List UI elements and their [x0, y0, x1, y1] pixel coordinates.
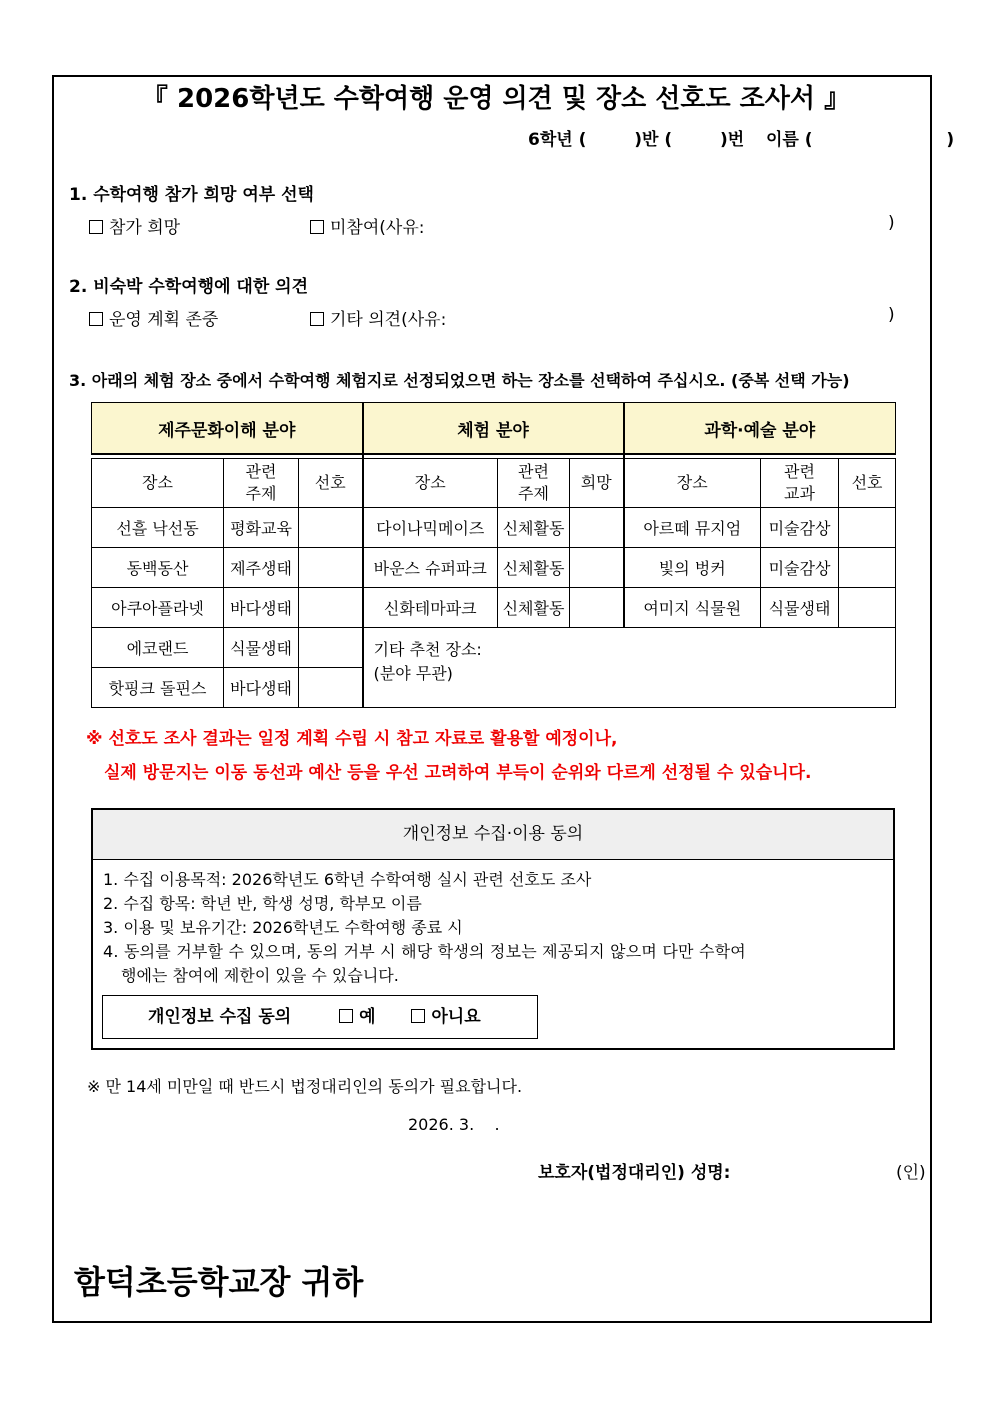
preference-cell[interactable]: [839, 588, 896, 628]
checkbox-icon[interactable]: [310, 220, 324, 234]
q2-reason-close: ): [888, 305, 895, 325]
date-line: 2026. 3. .: [408, 1115, 500, 1134]
topic-cell: 미술감상: [761, 548, 839, 588]
section-science: 과학·예술 분야: [624, 403, 896, 455]
preference-table: [91, 402, 896, 708]
place-cell: 아쿠아플라넷: [92, 588, 224, 628]
checkbox-icon[interactable]: [89, 312, 103, 326]
name-close: ): [946, 130, 955, 150]
q2-option-respect-label: 운영 계획 존중: [109, 310, 219, 330]
col-header: 선호: [299, 459, 363, 508]
consent-item: 2. 수집 항목: 학년 반, 학생 성명, 학부모 이름: [103, 894, 422, 913]
preference-cell[interactable]: [299, 588, 363, 628]
topic-cell: 바다생태: [224, 588, 299, 628]
col-header: 선호: [839, 459, 896, 508]
consent-item: 1. 수집 이용목적: 2026학년도 6학년 수학여행 실시 관련 선호도 조사: [103, 870, 592, 889]
place-cell: 빛의 벙커: [624, 548, 761, 588]
place-cell: 동백동산: [92, 548, 224, 588]
preference-cell[interactable]: [570, 548, 624, 588]
q2-option-respect[interactable]: [89, 305, 218, 330]
place-cell: 선흘 낙선동: [92, 508, 224, 548]
red-note-line2: 실제 방문지는 이동 동선과 예산 등을 우선 고려하여 부득이 순위와 다르게 선정될 수 있습니다.: [104, 763, 812, 783]
topic-cell: 제주생태: [224, 548, 299, 588]
section-experience: 체험 분야: [363, 403, 624, 455]
red-note-line1: ※ 선호도 조사 결과는 일정 계획 수립 시 참고 자료로 활용할 예정이나,: [86, 729, 618, 749]
other-recommendation-note: (분야 무관): [373, 664, 453, 683]
form-title: 『 2026학년도 수학여행 운영 의견 및 장소 선호도 조사서 』: [141, 84, 851, 114]
q2-option-other[interactable]: [310, 305, 446, 330]
q1-option-decline[interactable]: [310, 213, 424, 238]
topic-cell: 미술감상: [761, 508, 839, 548]
table-row: [92, 628, 896, 668]
consent-heading: 개인정보 수집·이용 동의: [93, 810, 893, 860]
checkbox-icon[interactable]: [411, 1009, 425, 1023]
col-header: 장소: [624, 459, 761, 508]
preference-cell[interactable]: [299, 508, 363, 548]
addressee: 함덕초등학교장 귀하: [74, 1263, 364, 1301]
preference-cell[interactable]: [299, 628, 363, 668]
col-header: 장소: [92, 459, 224, 508]
checkbox-icon[interactable]: [310, 312, 324, 326]
consent-item: 3. 이용 및 보유기간: 2026학년도 수학여행 종료 시: [103, 918, 463, 937]
checkbox-icon[interactable]: [339, 1009, 353, 1023]
privacy-consent-box: [91, 808, 895, 1050]
section-culture: 제주문화이해 분야: [92, 403, 363, 455]
place-cell: 에코랜드: [92, 628, 224, 668]
topic-cell: 식물생태: [761, 588, 839, 628]
topic-cell: 신체활동: [498, 548, 570, 588]
number-label: )번: [719, 130, 745, 150]
table-row: [92, 508, 896, 548]
student-info-line: [528, 125, 954, 150]
topic-cell: 식물생태: [224, 628, 299, 668]
col-header: 관련 주제: [498, 459, 570, 508]
preference-cell[interactable]: [299, 668, 363, 708]
preference-cell[interactable]: [839, 508, 896, 548]
name-label: 이름 (: [766, 130, 813, 150]
consent-agreement: [102, 995, 538, 1039]
topic-cell: 신체활동: [498, 588, 570, 628]
table-row: [92, 588, 896, 628]
grade-label: 6학년 (: [528, 130, 587, 150]
age-note: ※ 만 14세 미만일 때 반드시 법정대리인의 동의가 필요합니다.: [87, 1077, 523, 1096]
consent-yes-label: 예: [359, 1007, 376, 1027]
guardian-label: 보호자(법정대리인) 성명:: [538, 1163, 731, 1183]
col-header: 장소: [363, 459, 498, 508]
place-cell: 다이나믹메이즈: [363, 508, 498, 548]
consent-item: 4. 동의를 거부할 수 있으며, 동의 거부 시 해당 학생의 정보는 제공되지 않으며 다만 수학여: [103, 942, 746, 961]
q1-option-join-label: 참가 희망: [109, 218, 181, 238]
q1-option-decline-label: 미참여(사유:: [330, 218, 425, 238]
col-header: 관련 주제: [224, 459, 299, 508]
topic-cell: 신체활동: [498, 508, 570, 548]
topic-cell: 평화교육: [224, 508, 299, 548]
q2-option-other-label: 기타 의견(사유:: [330, 310, 447, 330]
preference-cell[interactable]: [839, 548, 896, 588]
other-recommendation-cell[interactable]: [363, 628, 896, 708]
place-cell: 신화테마파크: [363, 588, 498, 628]
consent-no-label: 아니요: [431, 1007, 481, 1027]
place-cell: 핫핑크 돌핀스: [92, 668, 224, 708]
preference-cell[interactable]: [299, 548, 363, 588]
preference-cell[interactable]: [570, 508, 624, 548]
preference-cell[interactable]: [570, 588, 624, 628]
q2-label: 2. 비숙박 수학여행에 대한 의견: [69, 277, 309, 297]
place-cell: 아르떼 뮤지엄: [624, 508, 761, 548]
consent-no-option[interactable]: [411, 1007, 480, 1027]
place-cell: 바운스 슈퍼파크: [363, 548, 498, 588]
topic-cell: 바다생태: [224, 668, 299, 708]
consent-agree-label: 개인정보 수집 동의: [148, 1007, 292, 1027]
col-header: 희망: [570, 459, 624, 508]
place-cell: 여미지 식물원: [624, 588, 761, 628]
checkbox-icon[interactable]: [89, 220, 103, 234]
q3-label: 3. 아래의 체험 장소 중에서 수학여행 체험지로 선정되었으면 하는 장소를 선택하여 주십시오. (중복 선택 가능): [69, 371, 850, 390]
class-label: )반 (: [634, 130, 673, 150]
q1-label: 1. 수학여행 참가 희망 여부 선택: [69, 185, 314, 205]
table-row: [92, 548, 896, 588]
col-header: 관련 교과: [761, 459, 839, 508]
guardian-seal: (인): [896, 1163, 926, 1183]
other-recommendation-label: 기타 추천 장소:: [373, 640, 482, 659]
q1-reason-close: ): [888, 213, 895, 233]
consent-item: 행에는 참여에 제한이 있을 수 있습니다.: [121, 966, 399, 985]
consent-yes-option[interactable]: [339, 1007, 375, 1027]
q1-option-join[interactable]: [89, 213, 180, 238]
